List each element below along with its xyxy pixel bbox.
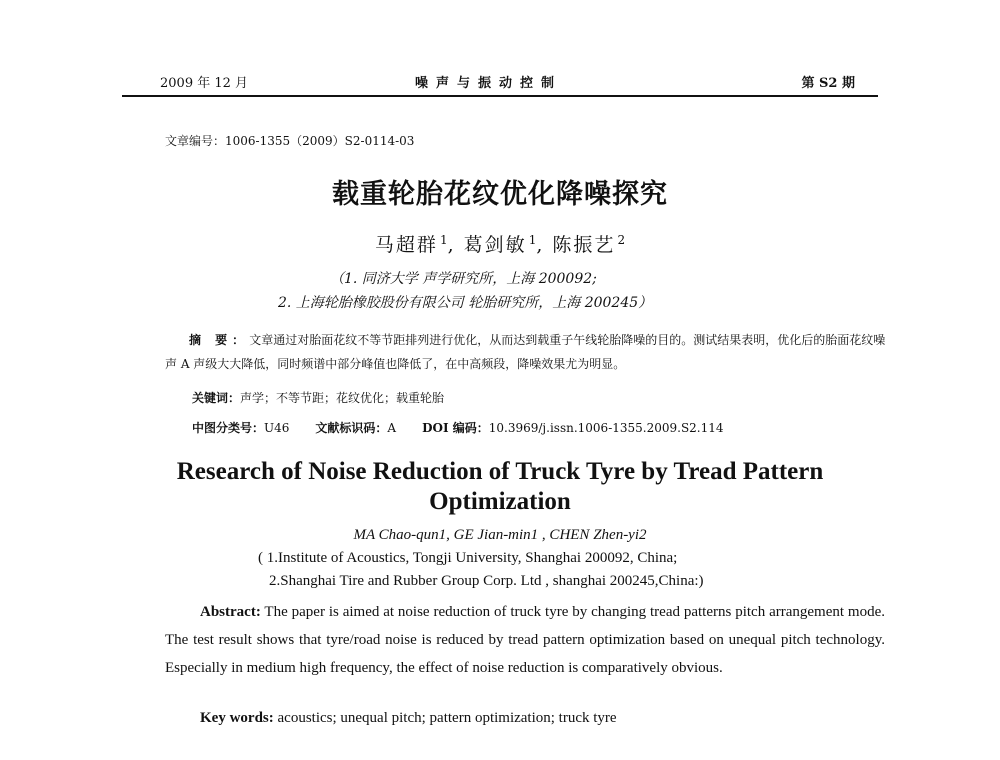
chinese-authors xyxy=(0,230,1000,257)
en-abstract-label: Abstract: xyxy=(200,604,261,620)
header-issue: 第 S2 期 xyxy=(801,76,855,91)
cn-author-name: 葛剑敏 xyxy=(463,234,527,256)
english-abstract xyxy=(165,598,885,682)
en-keywords-label: Key words: xyxy=(200,710,274,726)
chinese-affiliation-2: 2. 上海轮胎橡胶股份有限公司 轮胎研究所，上海 200245） xyxy=(278,295,653,311)
cn-author-sep: , xyxy=(447,234,464,256)
chinese-keywords xyxy=(192,389,444,406)
en-keywords-text: acoustics; unequal pitch; pattern optimization; truck tyre xyxy=(273,710,617,726)
header-rule xyxy=(122,95,878,97)
cn-abstract-text: 文章通过对胎面花纹不等节距排列进行优化，从而达到载重子午线轮胎降噪的目的。测试结果表明，优化后的胎面花纹噪声 A 声级大大降低，同时频谱中部分峰值也降低了，在中高频段，降噪效果尤为明显。 xyxy=(165,333,886,371)
cn-author-sup: 1 xyxy=(439,232,448,247)
classification-line xyxy=(192,419,724,436)
english-affiliation-2: 2.Shanghai Tire and Rubber Group Corp. Ltd , shanghai 200245,China:) xyxy=(269,573,704,589)
header-journal: 噪声与振动控制 xyxy=(415,76,563,91)
en-abstract-text: The paper is aimed at noise reduction of truck tyre by changing tread patterns pitch arrangement mode. The test result shows that tyre/road noise is reduced by tread pattern optimization based on unequal pitch technology. Especially in medium high frequency, the effect of noise reduction is comparatively obvious. xyxy=(165,604,885,676)
english-affiliation-1: ( 1.Institute of Acoustics, Tongji University, Shanghai 200092, China; xyxy=(258,550,678,566)
cn-author-sup: 1 xyxy=(528,232,537,247)
cn-author-sep: , xyxy=(536,234,553,256)
chinese-affiliation-1: （1. 同济大学 声学研究所，上海 200092; xyxy=(330,271,597,287)
cn-author-name: 马超群 xyxy=(374,234,438,256)
cn-author-sup: 2 xyxy=(617,232,626,247)
doi-value: 10.3969/j.issn.1006-1355.2009.S2.114 xyxy=(488,421,724,435)
english-title xyxy=(0,457,1000,517)
class-label: 中图分类号： xyxy=(192,421,265,435)
english-authors: MA Chao-qun1, GE Jian-min1 , CHEN Zhen-yi2 xyxy=(353,527,647,543)
chinese-title: 载重轮胎花纹优化降噪探究 xyxy=(332,179,668,210)
english-title-line-1: Research of Noise Reduction of Truck Tyre by Tread Pattern xyxy=(176,458,824,485)
chinese-abstract xyxy=(165,328,890,376)
english-title-line-2: Optimization xyxy=(429,488,571,515)
article-number: 文章编号：1006-1355（2009）S2-0114-03 xyxy=(165,134,415,148)
cn-keywords-label: 关键词： xyxy=(192,391,241,405)
cn-keywords-text: 声学；不等节距；花纹优化；载重轮胎 xyxy=(240,391,445,405)
cn-abstract-label: 摘 要： xyxy=(189,333,250,347)
doc-code-value: A xyxy=(387,421,397,435)
header-date: 2009 年 12 月 xyxy=(160,76,249,91)
class-value: U46 xyxy=(264,421,290,435)
running-header xyxy=(160,72,855,94)
doc-code-label: 文献标识码： xyxy=(315,421,388,435)
cn-author-name: 陈振艺 xyxy=(552,234,616,256)
english-keywords xyxy=(200,710,617,727)
doi-label: DOI 编码： xyxy=(422,421,489,435)
